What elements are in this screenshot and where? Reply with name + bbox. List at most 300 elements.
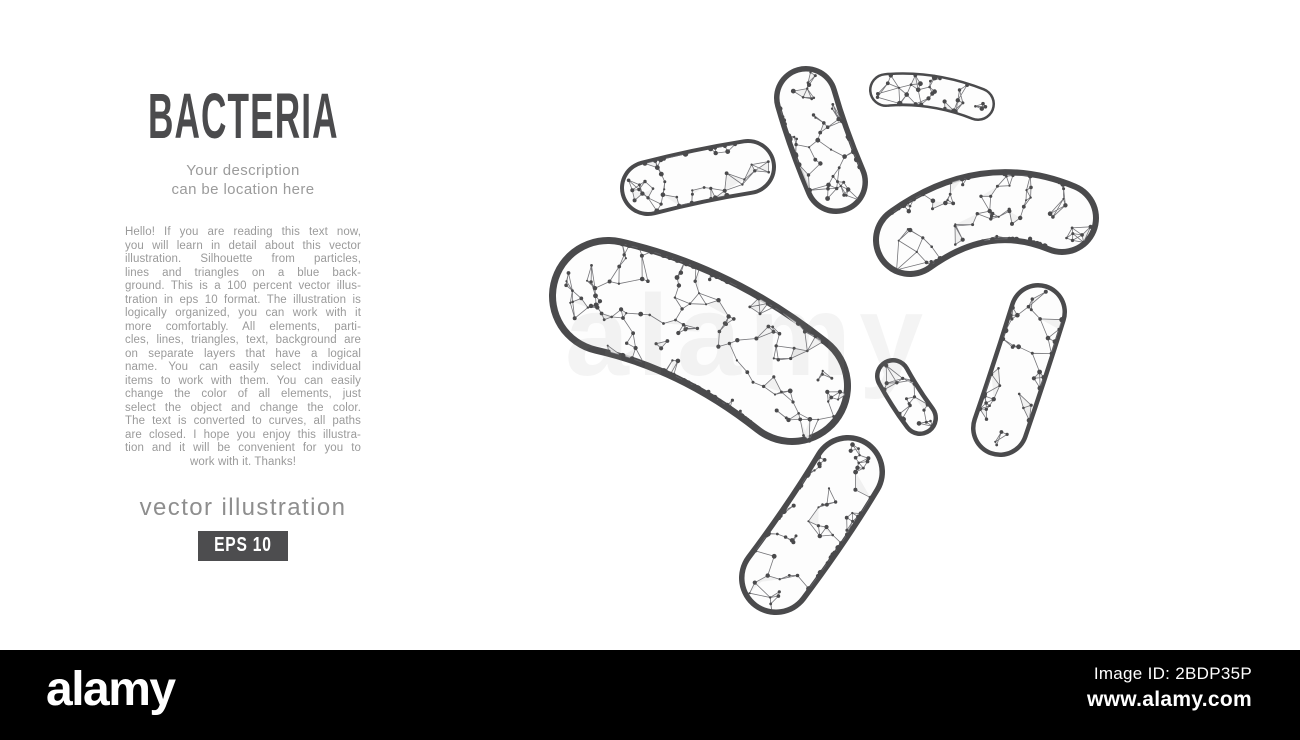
mesh-particle	[831, 108, 833, 110]
mesh-particle	[921, 236, 924, 239]
mesh-particle	[818, 131, 822, 135]
mesh-particle	[961, 238, 965, 242]
mesh-particle	[951, 202, 955, 206]
mesh-particle	[846, 135, 851, 140]
subtitle-line: Your description	[186, 162, 300, 179]
mesh-particle	[834, 500, 837, 503]
mesh-particle	[840, 119, 845, 124]
mesh-particle	[779, 578, 781, 580]
mesh-particle	[853, 488, 857, 492]
mesh-particle	[627, 179, 631, 183]
mesh-particle	[851, 150, 856, 155]
mesh-particle	[909, 205, 911, 207]
mesh-particle	[845, 532, 849, 536]
mesh-particle	[842, 181, 845, 184]
mesh-particle	[1046, 336, 1051, 341]
mesh-particle	[997, 367, 1000, 370]
mesh-particle	[1010, 222, 1014, 226]
mesh-particle	[1014, 237, 1019, 242]
mesh-particle	[753, 169, 756, 172]
mesh-particle	[794, 143, 797, 146]
mesh-particle	[826, 183, 831, 188]
mesh-particle	[777, 594, 781, 598]
mesh-particle	[784, 535, 787, 538]
mesh-particle	[724, 193, 729, 198]
mesh-particle	[691, 193, 694, 196]
mesh-particle	[740, 414, 745, 419]
mesh-particle	[778, 590, 781, 593]
mesh-particle	[829, 555, 834, 560]
mesh-particle	[989, 195, 992, 198]
mesh-particle	[931, 207, 934, 210]
mesh-particle	[1053, 339, 1058, 344]
image-id-text: Image ID: 2BDP35P	[1093, 664, 1252, 683]
mesh-particle	[930, 92, 934, 96]
mesh-particle	[662, 157, 666, 161]
mesh-particle	[961, 183, 964, 186]
paragraph-line: work with it. Thanks!	[189, 455, 297, 468]
mesh-particle	[810, 97, 813, 100]
paragraph-line: on separate layers that have a logical	[125, 347, 361, 360]
mesh-particle	[954, 243, 957, 246]
paragraph-line: are closed. I hope you enjoy this illustra-	[125, 428, 361, 441]
paragraph-line: lines and triangles on a blue back-	[125, 266, 361, 279]
mesh-particle	[638, 183, 641, 186]
mesh-particle	[826, 561, 830, 565]
mesh-particle	[1000, 430, 1004, 434]
mesh-particle	[767, 171, 770, 174]
mesh-particle	[1060, 181, 1066, 187]
mesh-particle	[1011, 306, 1015, 310]
mesh-particle	[853, 470, 858, 475]
mesh-particle	[931, 199, 936, 204]
mesh-particle	[859, 511, 863, 515]
mesh-particle	[985, 408, 988, 411]
vector-illustration-caption: vector illustration	[139, 494, 347, 521]
mesh-particle	[1011, 174, 1014, 177]
mesh-particle	[971, 223, 974, 226]
mesh-particle	[850, 442, 855, 447]
mesh-particle	[1038, 386, 1043, 391]
bacterium-rod-large-right	[890, 171, 1092, 271]
mesh-particle	[862, 467, 865, 470]
mesh-particle	[1037, 370, 1042, 375]
mesh-particle	[938, 256, 944, 262]
mesh-particle	[1003, 172, 1007, 176]
mesh-particle	[929, 80, 932, 83]
mesh-particle	[654, 208, 659, 213]
mesh-particle	[791, 400, 794, 403]
mesh-particle	[851, 512, 853, 514]
mesh-particle	[1028, 173, 1034, 179]
alamy-url-text: www.alamy.com	[1087, 688, 1252, 711]
mesh-particle	[1071, 227, 1074, 230]
mesh-particle	[713, 195, 718, 200]
mesh-particle	[806, 87, 808, 89]
mesh-particle	[777, 516, 781, 520]
alamy-faint-watermark: alamy	[565, 272, 932, 400]
mesh-particle	[886, 81, 890, 85]
mesh-particle	[954, 225, 957, 228]
mesh-particle	[617, 265, 621, 269]
artwork-title-text: BACTERIA	[147, 80, 339, 152]
mesh-particle	[992, 397, 996, 401]
mesh-particle	[854, 456, 858, 460]
mesh-particle	[821, 503, 824, 506]
mesh-particle	[1010, 317, 1013, 320]
mesh-particle	[907, 228, 910, 231]
mesh-particle	[823, 458, 827, 462]
mesh-particle	[795, 534, 798, 537]
mesh-particle	[976, 212, 979, 215]
mesh-particle	[1027, 418, 1032, 423]
mesh-particle	[1025, 199, 1027, 201]
mesh-particle	[1062, 198, 1064, 200]
mesh-particle	[786, 133, 791, 138]
mesh-particle	[1082, 241, 1085, 244]
mesh-particle	[983, 392, 987, 396]
mesh-particle	[807, 173, 810, 176]
mesh-particle	[898, 87, 900, 89]
mesh-particle	[917, 421, 922, 426]
mesh-particle	[1037, 242, 1042, 247]
mesh-particle	[663, 180, 666, 183]
mesh-particle	[643, 180, 646, 183]
mesh-particle	[798, 418, 802, 422]
paragraph-line: tration in eps 10 format. The illustration is	[125, 293, 361, 306]
mesh-particle	[889, 73, 893, 77]
mesh-particle	[938, 77, 942, 81]
mesh-particle	[985, 105, 988, 108]
mesh-particle	[661, 192, 666, 197]
mesh-particle	[813, 158, 817, 162]
mesh-particle	[1048, 211, 1053, 216]
mesh-particle	[790, 538, 794, 542]
mesh-particle	[895, 268, 898, 271]
bacterium-rod-top-vertical	[778, 71, 862, 202]
mesh-particle	[827, 400, 829, 402]
mesh-particle	[890, 211, 894, 215]
text-column	[0, 0, 486, 561]
mesh-particle	[697, 267, 701, 271]
mesh-particle	[781, 115, 784, 118]
mesh-particle	[842, 193, 845, 196]
mesh-particle	[857, 447, 860, 450]
mesh-particle	[876, 92, 880, 96]
mesh-particle	[660, 203, 663, 206]
mesh-particle	[949, 181, 953, 185]
mesh-particle	[1012, 344, 1015, 347]
mesh-particle	[930, 260, 933, 263]
mesh-particle	[914, 102, 918, 106]
mesh-particle	[625, 257, 627, 259]
mesh-particle	[793, 136, 795, 138]
mesh-particle	[818, 534, 822, 538]
mesh-particle	[1051, 215, 1055, 219]
mesh-particle	[751, 164, 753, 166]
mesh-particle	[832, 415, 835, 418]
mesh-particle	[807, 520, 809, 522]
mesh-particle	[796, 574, 800, 578]
mesh-particle	[918, 81, 923, 86]
mesh-particle	[673, 257, 676, 260]
mesh-particle	[703, 186, 706, 189]
bacterium-body	[776, 472, 848, 578]
mesh-particle	[806, 472, 811, 477]
mesh-particle	[1065, 237, 1068, 240]
mesh-particle	[839, 541, 843, 545]
paragraph-line: select the object and change the color.	[125, 401, 361, 414]
mesh-particle	[826, 125, 830, 129]
mesh-particle	[832, 551, 836, 555]
mesh-particle	[928, 86, 931, 89]
mesh-particle	[910, 83, 913, 86]
mesh-particle	[677, 204, 681, 208]
bacterium-rod-left-horizontal	[627, 142, 770, 213]
mesh-particle	[974, 105, 977, 108]
mesh-particle	[845, 516, 849, 520]
subtitle-line: can be location here	[171, 181, 315, 198]
paragraph-line: logically organized, you can work with it	[125, 307, 361, 319]
mesh-particle	[752, 423, 755, 426]
eps-badge	[198, 531, 288, 561]
mesh-particle	[916, 251, 918, 253]
mesh-particle	[769, 603, 772, 606]
mesh-particle	[946, 199, 948, 201]
mesh-particle	[855, 466, 859, 470]
paragraph-line: items to work with them. You can easily	[125, 374, 361, 387]
mesh-particle	[691, 189, 693, 191]
mesh-particle	[836, 180, 839, 183]
mesh-particle	[781, 508, 787, 514]
mesh-particle	[684, 152, 688, 156]
mesh-particle	[990, 215, 993, 218]
mesh-particle	[913, 74, 917, 78]
mesh-particle	[676, 196, 679, 199]
mesh-particle	[1029, 186, 1033, 190]
mesh-particle	[1015, 313, 1020, 318]
mesh-particle	[922, 409, 925, 412]
mesh-particle	[1022, 407, 1025, 410]
mesh-particle	[978, 407, 982, 411]
mesh-particle	[816, 574, 820, 578]
mesh-particle	[653, 159, 657, 163]
mesh-particle	[814, 117, 816, 119]
mesh-particle	[637, 246, 641, 250]
mesh-particle	[817, 455, 822, 460]
mesh-particle	[709, 187, 712, 190]
paragraph-line: Hello! If you are reading this text now,	[125, 226, 361, 238]
mesh-particle	[725, 171, 729, 175]
mesh-particle	[925, 261, 929, 265]
mesh-particle	[1044, 290, 1048, 294]
mesh-particle	[807, 438, 812, 443]
mesh-particle	[812, 113, 815, 116]
mesh-particle	[919, 102, 923, 106]
mesh-particle	[807, 81, 810, 84]
mesh-particle	[776, 533, 779, 536]
mesh-particle	[835, 545, 840, 550]
paragraph-line: more comfortably. All elements, parti-	[125, 320, 361, 333]
eps-badge-wrapper	[0, 531, 486, 561]
artwork-title	[0, 80, 486, 152]
mesh-particle	[802, 96, 805, 99]
mesh-particle	[932, 75, 938, 81]
mesh-particle	[713, 146, 717, 150]
mesh-particle	[901, 202, 907, 208]
mesh-particle	[663, 188, 665, 190]
mesh-particle	[778, 106, 783, 111]
mesh-particle	[845, 529, 848, 532]
mesh-particle	[1018, 216, 1022, 220]
mesh-particle	[961, 101, 964, 104]
mesh-particle	[753, 581, 757, 585]
mesh-particle	[840, 185, 842, 187]
mesh-particle	[817, 419, 819, 421]
mesh-particle	[817, 506, 819, 508]
mesh-particle	[926, 402, 930, 406]
mesh-particle	[808, 146, 810, 148]
mesh-particle	[929, 263, 934, 268]
mesh-particle	[623, 253, 626, 256]
mesh-particle	[683, 261, 687, 265]
mesh-particle	[830, 149, 832, 151]
paragraph-line: illustration. Silhouette from particles,	[125, 253, 361, 265]
mesh-particle	[795, 138, 798, 141]
mesh-particle	[898, 240, 900, 242]
mesh-particle	[766, 573, 770, 577]
mesh-particle	[630, 188, 634, 192]
mesh-particle	[807, 188, 812, 193]
mesh-particle	[775, 409, 779, 413]
paragraph-line: name. You can easily select individual	[125, 361, 361, 373]
mesh-particle	[1018, 393, 1021, 396]
mesh-particle	[809, 71, 811, 73]
mesh-particle	[769, 596, 771, 598]
mesh-particle	[943, 201, 948, 206]
bacterium-rod-bottom-vertical	[749, 442, 873, 613]
mesh-particle	[857, 198, 861, 202]
mesh-particle	[858, 166, 862, 170]
mesh-particle	[792, 504, 796, 508]
mesh-particle	[851, 520, 854, 523]
mesh-particle	[965, 83, 969, 87]
mesh-particle	[1001, 337, 1005, 341]
mesh-particle	[655, 165, 660, 170]
mesh-particle	[1027, 305, 1031, 309]
mesh-particle	[988, 404, 991, 407]
mesh-particle	[960, 177, 965, 182]
mesh-particle	[788, 574, 791, 577]
mesh-particle	[1041, 375, 1046, 380]
mesh-particle	[1030, 404, 1033, 407]
mesh-particle	[646, 196, 649, 199]
mesh-particle	[904, 92, 909, 97]
mesh-particle	[818, 161, 822, 165]
paragraph-line: The text is converted to curves, all paths	[125, 415, 361, 427]
paragraph-line: ground. This is a 100 percent vector illus-	[125, 280, 361, 292]
mesh-particle	[652, 187, 655, 190]
mesh-particle	[949, 193, 952, 196]
mesh-particle	[929, 420, 932, 423]
mesh-particle	[640, 191, 644, 195]
mesh-particle	[783, 122, 787, 126]
mesh-particle	[990, 373, 993, 376]
paragraph-line: tion and it will be convenient for you to	[125, 442, 361, 454]
mesh-particle	[996, 185, 999, 188]
mesh-particle	[1080, 233, 1084, 237]
mesh-particle	[640, 254, 644, 258]
mesh-particle	[620, 241, 625, 246]
alamy-watermark-bar	[0, 650, 1300, 740]
mesh-particle	[767, 160, 770, 163]
mesh-particle	[643, 161, 648, 166]
mesh-particle	[637, 188, 640, 191]
mesh-particle	[739, 410, 742, 413]
mesh-particle	[725, 149, 730, 154]
mesh-particle	[590, 264, 593, 267]
mesh-particle	[662, 253, 667, 258]
mesh-particle	[925, 421, 928, 424]
mesh-particle	[1071, 239, 1074, 242]
mesh-particle	[815, 138, 820, 143]
mesh-particle	[1050, 352, 1054, 356]
mesh-particle	[985, 418, 988, 421]
mesh-particle	[835, 187, 838, 190]
mesh-particle	[995, 235, 998, 238]
mesh-particle	[1030, 308, 1033, 311]
mesh-particle	[797, 162, 802, 167]
mesh-particle	[906, 201, 909, 204]
mesh-particle	[814, 74, 817, 77]
mesh-particle	[842, 154, 847, 159]
mesh-particle	[1010, 237, 1013, 240]
mesh-particle	[981, 239, 984, 242]
mesh-particle	[1063, 203, 1067, 207]
mesh-particle	[951, 108, 956, 113]
paragraph-line: change the color of all elements, just	[125, 388, 361, 400]
mesh-particle	[797, 412, 800, 415]
mesh-particle	[1038, 317, 1042, 321]
artwork-subtitle	[0, 161, 486, 199]
mesh-particle	[990, 237, 995, 242]
mesh-particle	[749, 592, 751, 594]
mesh-particle	[1071, 232, 1074, 235]
mesh-particle	[1089, 225, 1093, 229]
mesh-particle	[813, 469, 815, 471]
mesh-particle	[808, 417, 813, 422]
mesh-particle	[981, 102, 985, 106]
mesh-particle	[943, 99, 947, 103]
mesh-particle	[979, 195, 982, 198]
mesh-particle	[824, 525, 828, 529]
paragraph-line: you will learn in detail about this vector	[125, 239, 361, 252]
mesh-particle	[995, 444, 998, 447]
mesh-particle	[898, 102, 902, 106]
mesh-particle	[1062, 187, 1065, 190]
mesh-particle	[817, 524, 820, 527]
mesh-particle	[858, 454, 860, 456]
mesh-particle	[921, 192, 925, 196]
mesh-particle	[667, 255, 672, 260]
mesh-particle	[943, 107, 946, 110]
bacterium-body	[910, 206, 1062, 240]
mesh-particle	[956, 98, 960, 102]
mesh-particle	[791, 89, 796, 94]
paragraph-line: cles, lines, triangles, text, background are	[125, 334, 361, 346]
mesh-particle	[743, 178, 745, 180]
eps-badge-label: EPS 10	[214, 534, 272, 556]
